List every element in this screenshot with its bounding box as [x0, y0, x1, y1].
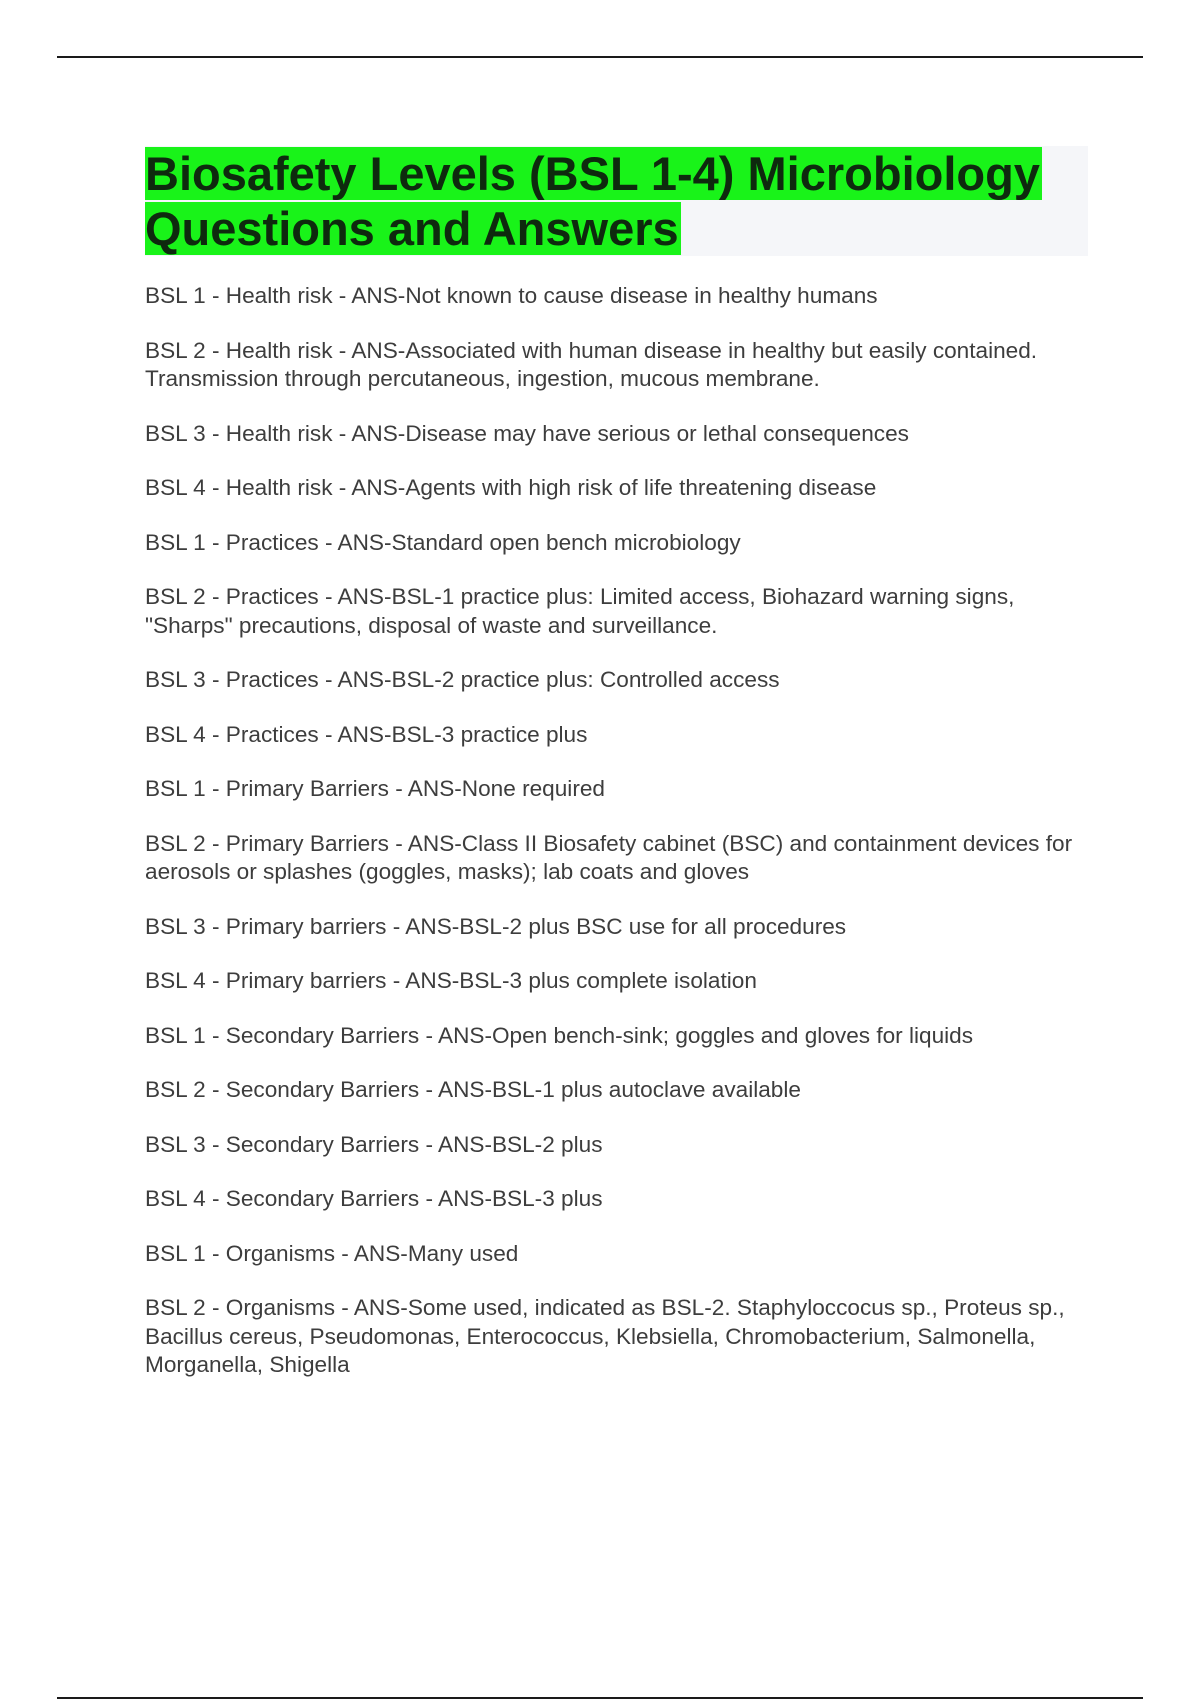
qa-item-bsl3-health-risk: BSL 3 - Health risk - ANS-Disease may have serious or lethal consequences	[145, 420, 909, 446]
qa-item-bsl4-health-risk: BSL 4 - Health risk - ANS-Agents with high risk of life threatening disease	[145, 475, 877, 500]
header-rule	[57, 56, 1143, 58]
qa-item-bsl2-practices: BSL 2 - Practices - ANS-BSL-1 practice plus: Limited access, Biohazard warning signs, "Sharps" precautions, disposal of waste and surveillance.	[145, 584, 1015, 638]
qa-item-bsl3-primary-barriers: BSL 3 - Primary barriers - ANS-BSL-2 plus BSC use for all procedures	[145, 913, 847, 939]
qa-item-bsl3-practices: BSL 3 - Practices - ANS-BSL-2 practice plus: Controlled access	[145, 667, 780, 692]
qa-item-bsl1-organisms: BSL 1 - Organisms - ANS-Many used	[145, 1240, 519, 1266]
qa-item-bsl3-secondary-barriers: BSL 3 - Secondary Barriers - ANS-BSL-2 plus	[145, 1131, 603, 1157]
qa-item-bsl4-secondary-barriers: BSL 4 - Secondary Barriers - ANS-BSL-3 plus	[145, 1186, 603, 1211]
page-title	[145, 146, 1088, 256]
qa-item-bsl1-primary-barriers: BSL 1 - Primary Barriers - ANS-None required	[145, 776, 605, 801]
qa-item-bsl1-secondary-barriers: BSL 1 - Secondary Barriers - ANS-Open bench-sink; goggles and gloves for liquids	[145, 1022, 974, 1048]
footer-rule	[57, 1697, 1143, 1699]
qa-item-bsl2-primary-barriers: BSL 2 - Primary Barriers - ANS-Class II Biosafety cabinet (BSC) and containment devices for aerosols or splashes (goggles, masks); lab coats and gloves	[145, 830, 1073, 884]
qa-list	[145, 282, 1090, 1406]
qa-item-bsl2-health-risk: BSL 2 - Health risk - ANS-Associated with human disease in healthy but easily contained. Transmission through percutaneous, ingestion, mucous membrane.	[145, 337, 1038, 391]
qa-item-bsl4-primary-barriers: BSL 4 - Primary barriers - ANS-BSL-3 plus complete isolation	[145, 968, 757, 993]
title-highlight: Biosafety Levels (BSL 1-4) Microbiology Questions and Answers	[145, 147, 1040, 255]
qa-item-bsl1-health-risk: BSL 1 - Health risk - ANS-Not known to cause disease in healthy humans	[145, 283, 878, 308]
qa-item-bsl2-organisms: BSL 2 - Organisms - ANS-Some used, indicated as BSL-2. Staphyloccocus sp., Proteus sp., Bacillus cereus, Pseudomonas, Enterococcus, Klebsiella, Chromobacterium, Salmonella, Morganella, Shigella	[145, 1295, 1065, 1377]
qa-item-bsl1-practices: BSL 1 - Practices - ANS-Standard open bench microbiology	[145, 529, 741, 555]
title-block	[145, 146, 1088, 256]
qa-item-bsl4-practices: BSL 4 - Practices - ANS-BSL-3 practice plus	[145, 721, 588, 747]
qa-item-bsl2-secondary-barriers: BSL 2 - Secondary Barriers - ANS-BSL-1 plus autoclave available	[145, 1077, 801, 1102]
